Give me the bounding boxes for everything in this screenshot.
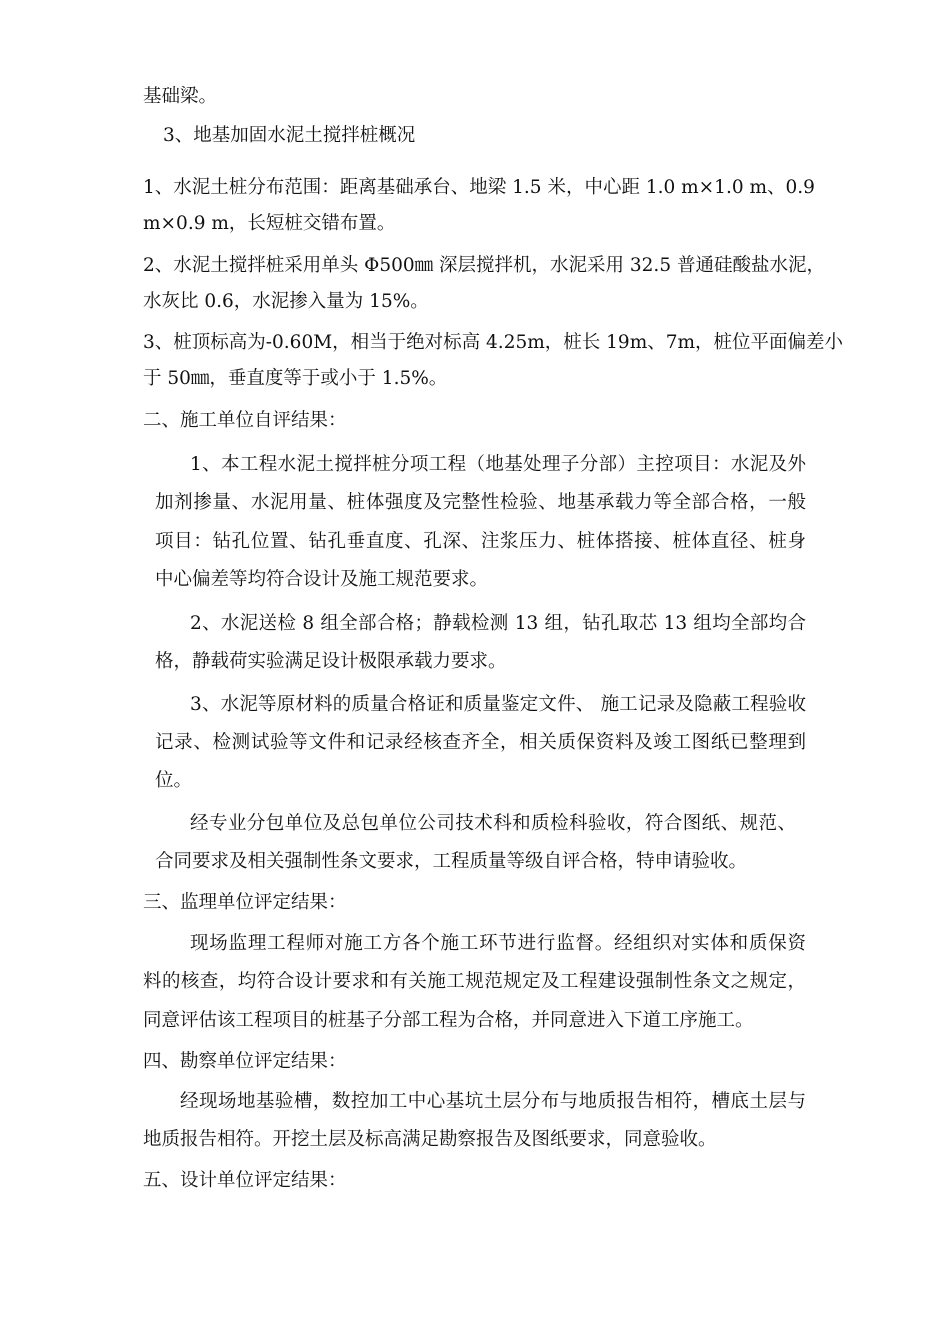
text-line: 2、水泥土搅拌桩采用单头 Φ500㎜ 深层搅拌机，水泥采用 32.5 普通硅酸盐水泥，	[143, 255, 825, 276]
text-line: 料的核查，均符合设计要求和有关施工规范规定及工程建设强制性条文之规定，	[143, 971, 806, 992]
text-line: 项目：钻孔位置、钻孔垂直度、孔深、注浆压力、桩体搭接、桩体直径、桩身	[155, 531, 806, 552]
text-line: 于 50㎜，垂直度等于或小于 1.5%。	[143, 368, 448, 389]
text-line: 经专业分包单位及总包单位公司技术科和质检科验收，符合图纸、规范、	[190, 813, 796, 834]
text-line: 3、桩顶标高为-0.60M，相当于绝对标高 4.25m，桩长 19m、7m，桩位平面偏差小	[143, 332, 844, 353]
text-line: 格，静载荷实验满足设计极限承载力要求。	[155, 651, 507, 672]
text-line: 3、水泥等原材料的质量合格证和质量鉴定文件、 施工记录及隐蔽工程验收	[190, 694, 806, 715]
text-line: 加剂掺量、水泥用量、桩体强度及完整性检验、地基承载力等全部合格，一般	[155, 492, 806, 513]
text-line: 记录、检测试验等文件和记录经核查齐全，相关质保资料及竣工图纸已整理到	[155, 732, 806, 753]
text-line: 经现场地基验槽，数控加工中心基坑土层分布与地质报告相符，槽底土层与	[180, 1091, 806, 1112]
text-line: 现场监理工程师对施工方各个施工环节进行监督。经组织对实体和质保资	[190, 933, 806, 954]
section-heading: 二、施工单位自评结果：	[143, 410, 347, 431]
text-line: 2、水泥送检 8 组全部合格；静载检测 13 组，钻孔取芯 13 组均全部均合	[190, 613, 806, 634]
text-line: 水灰比 0.6，水泥掺入量为 15%。	[143, 291, 429, 312]
text-line: 1、本工程水泥土搅拌桩分项工程（地基处理子分部）主控项目：水泥及外	[190, 454, 806, 475]
section-heading: 五、设计单位评定结果：	[143, 1170, 347, 1191]
text-line: 地质报告相符。开挖土层及标高满足勘察报告及图纸要求，同意验收。	[143, 1129, 717, 1150]
section-heading: 四、勘察单位评定结果：	[143, 1051, 347, 1072]
text-line: 同意评估该工程项目的桩基子分部工程为合格，并同意进入下道工序施工。	[143, 1010, 754, 1031]
text-line: 合同要求及相关强制性条文要求，工程质量等级自评合格，特申请验收。	[155, 851, 748, 872]
text-line: 中心偏差等均符合设计及施工规范要求。	[155, 569, 489, 590]
text-line: 基础梁。	[143, 86, 218, 107]
text-line: m×0.9 m，长短桩交错布置。	[143, 213, 396, 234]
text-line: 1、水泥土桩分布范围：距离基础承台、地梁 1.5 米，中心距 1.0 m×1.0 m、0.9	[143, 177, 815, 198]
section-heading: 3、地基加固水泥土搅拌桩概况	[163, 125, 416, 146]
text-line: 位。	[155, 770, 193, 791]
section-heading: 三、监理单位评定结果：	[143, 892, 347, 913]
